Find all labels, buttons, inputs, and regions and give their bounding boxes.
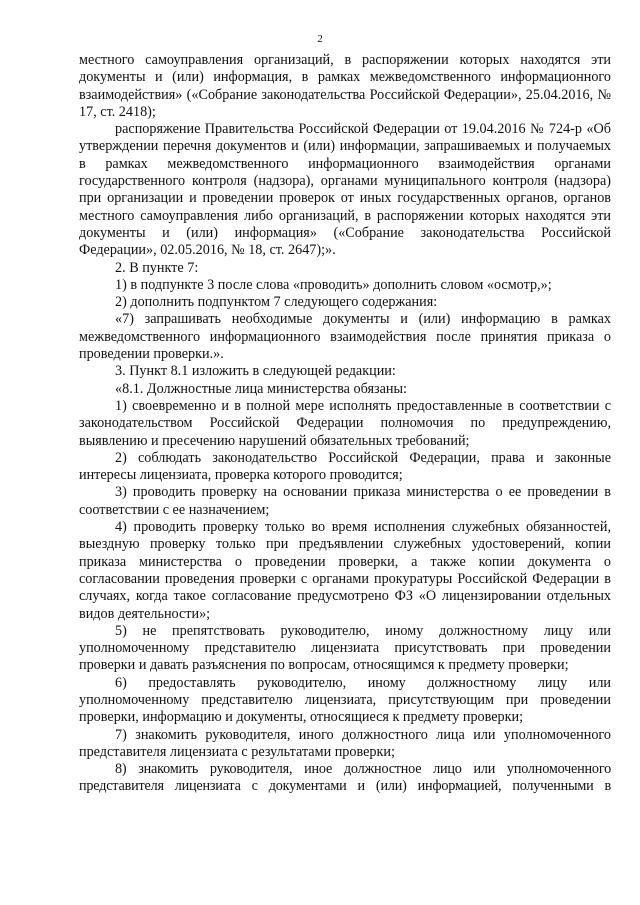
paragraph-continuation: местного самоуправления организаций, в распоряжении которых находятся эти документы и (или) информация, в рамках межведомственного информационного взаимодействия» («Собрание законодательства Российской Федерации», 25.04.2016, № 17, ст. 2418); (79, 52, 611, 120)
paragraph-item-2-1: 1) в подпункте 3 после слова «проводить» дополнить словом «осмотр,»; (115, 276, 552, 293)
paragraph-duty-4: 4) проводить проверку только во время исполнения служебных обязанностей, выездную проверку только при предъявлении служебных удостоверений, копии приказа министерства о проведении проверки, а также копии документа о согласовании проведения проверки с органами прокуратуры Российской Федерации в случаях, когда такое согласование предусмотрено ФЗ «О лицензировании отдельных видов деятельности»; (79, 519, 611, 622)
paragraph-duty-1: 1) своевременно и в полной мере исполнять предоставленные в соответствии с законодательством Российской Федерации полномочия по предупреждению, выявлению и пресечению нарушений обязательных требований; (79, 397, 611, 449)
paragraph-duty-5: 5) не препятствовать руководителю, иному должностному лицу или уполномоченному представителю лицензиата присутствовать при проведении проверки и давать разъяснения по вопросам, относящимся к предмету проверки; (79, 622, 611, 674)
paragraph-duty-6: 6) предоставлять руководителю, иному должностному лицу или уполномоченному представителю лицензиата, присутствующим при проведении проверки, информацию и документы, относящиеся к предмету проверки; (79, 674, 611, 726)
paragraph-duty-3: 3) проводить проверку на основании приказа министерства о ее проведении в соответствии с ее назначением; (79, 484, 611, 518)
paragraph-duty-2: 2) соблюдать законодательство Российской Федерации, права и законные интересы лицензиата, проверка которого проводится; (79, 449, 611, 484)
paragraph-item-2: 2. В пункте 7: (115, 259, 199, 276)
document-body (79, 52, 611, 796)
paragraph-duty-7: 7) знакомить руководителя, иного должностного лица или уполномоченного представителя лицензиата с результатами проверки; (79, 726, 611, 760)
paragraph-item-3: 3. Пункт 8.1 изложить в следующей редакции: (115, 363, 396, 380)
paragraph-subitem-7: «7) запрашивать необходимые документы и (или) информацию в рамках межведомственного информационного взаимодействия после принятия приказа о проведении проверки.». (79, 311, 611, 363)
paragraph-government-order: распоряжение Правительства Российской Федерации от 19.04.2016 № 724-р «Об утверждении перечня документов и (или) информации, запрашиваемых и получаемых в рамках межведомственного информационного взаимодействия органами государственного контроля (надзора), органами муниципального контроля (надзора) при организации и проведении проверок от иных государственных органов, органов местного самоуправления либо организаций, в распоряжении которых находятся эти документы и (или) информация» («Собрание законодательства Российской Федерации», 02.05.2016, № 18, ст. 2647);». (79, 121, 611, 259)
paragraph-item-8-1-heading: «8.1. Должностные лица министерства обязаны: (115, 380, 407, 397)
paragraph-duty-8: 8) знакомить руководителя, иное должностное лицо или уполномоченного представителя лицензиата с документами и (или) информацией, полученными в (79, 761, 611, 795)
page-number: 2 (317, 33, 323, 45)
paragraph-item-2-2: 2) дополнить подпунктом 7 следующего содержания: (115, 294, 438, 311)
